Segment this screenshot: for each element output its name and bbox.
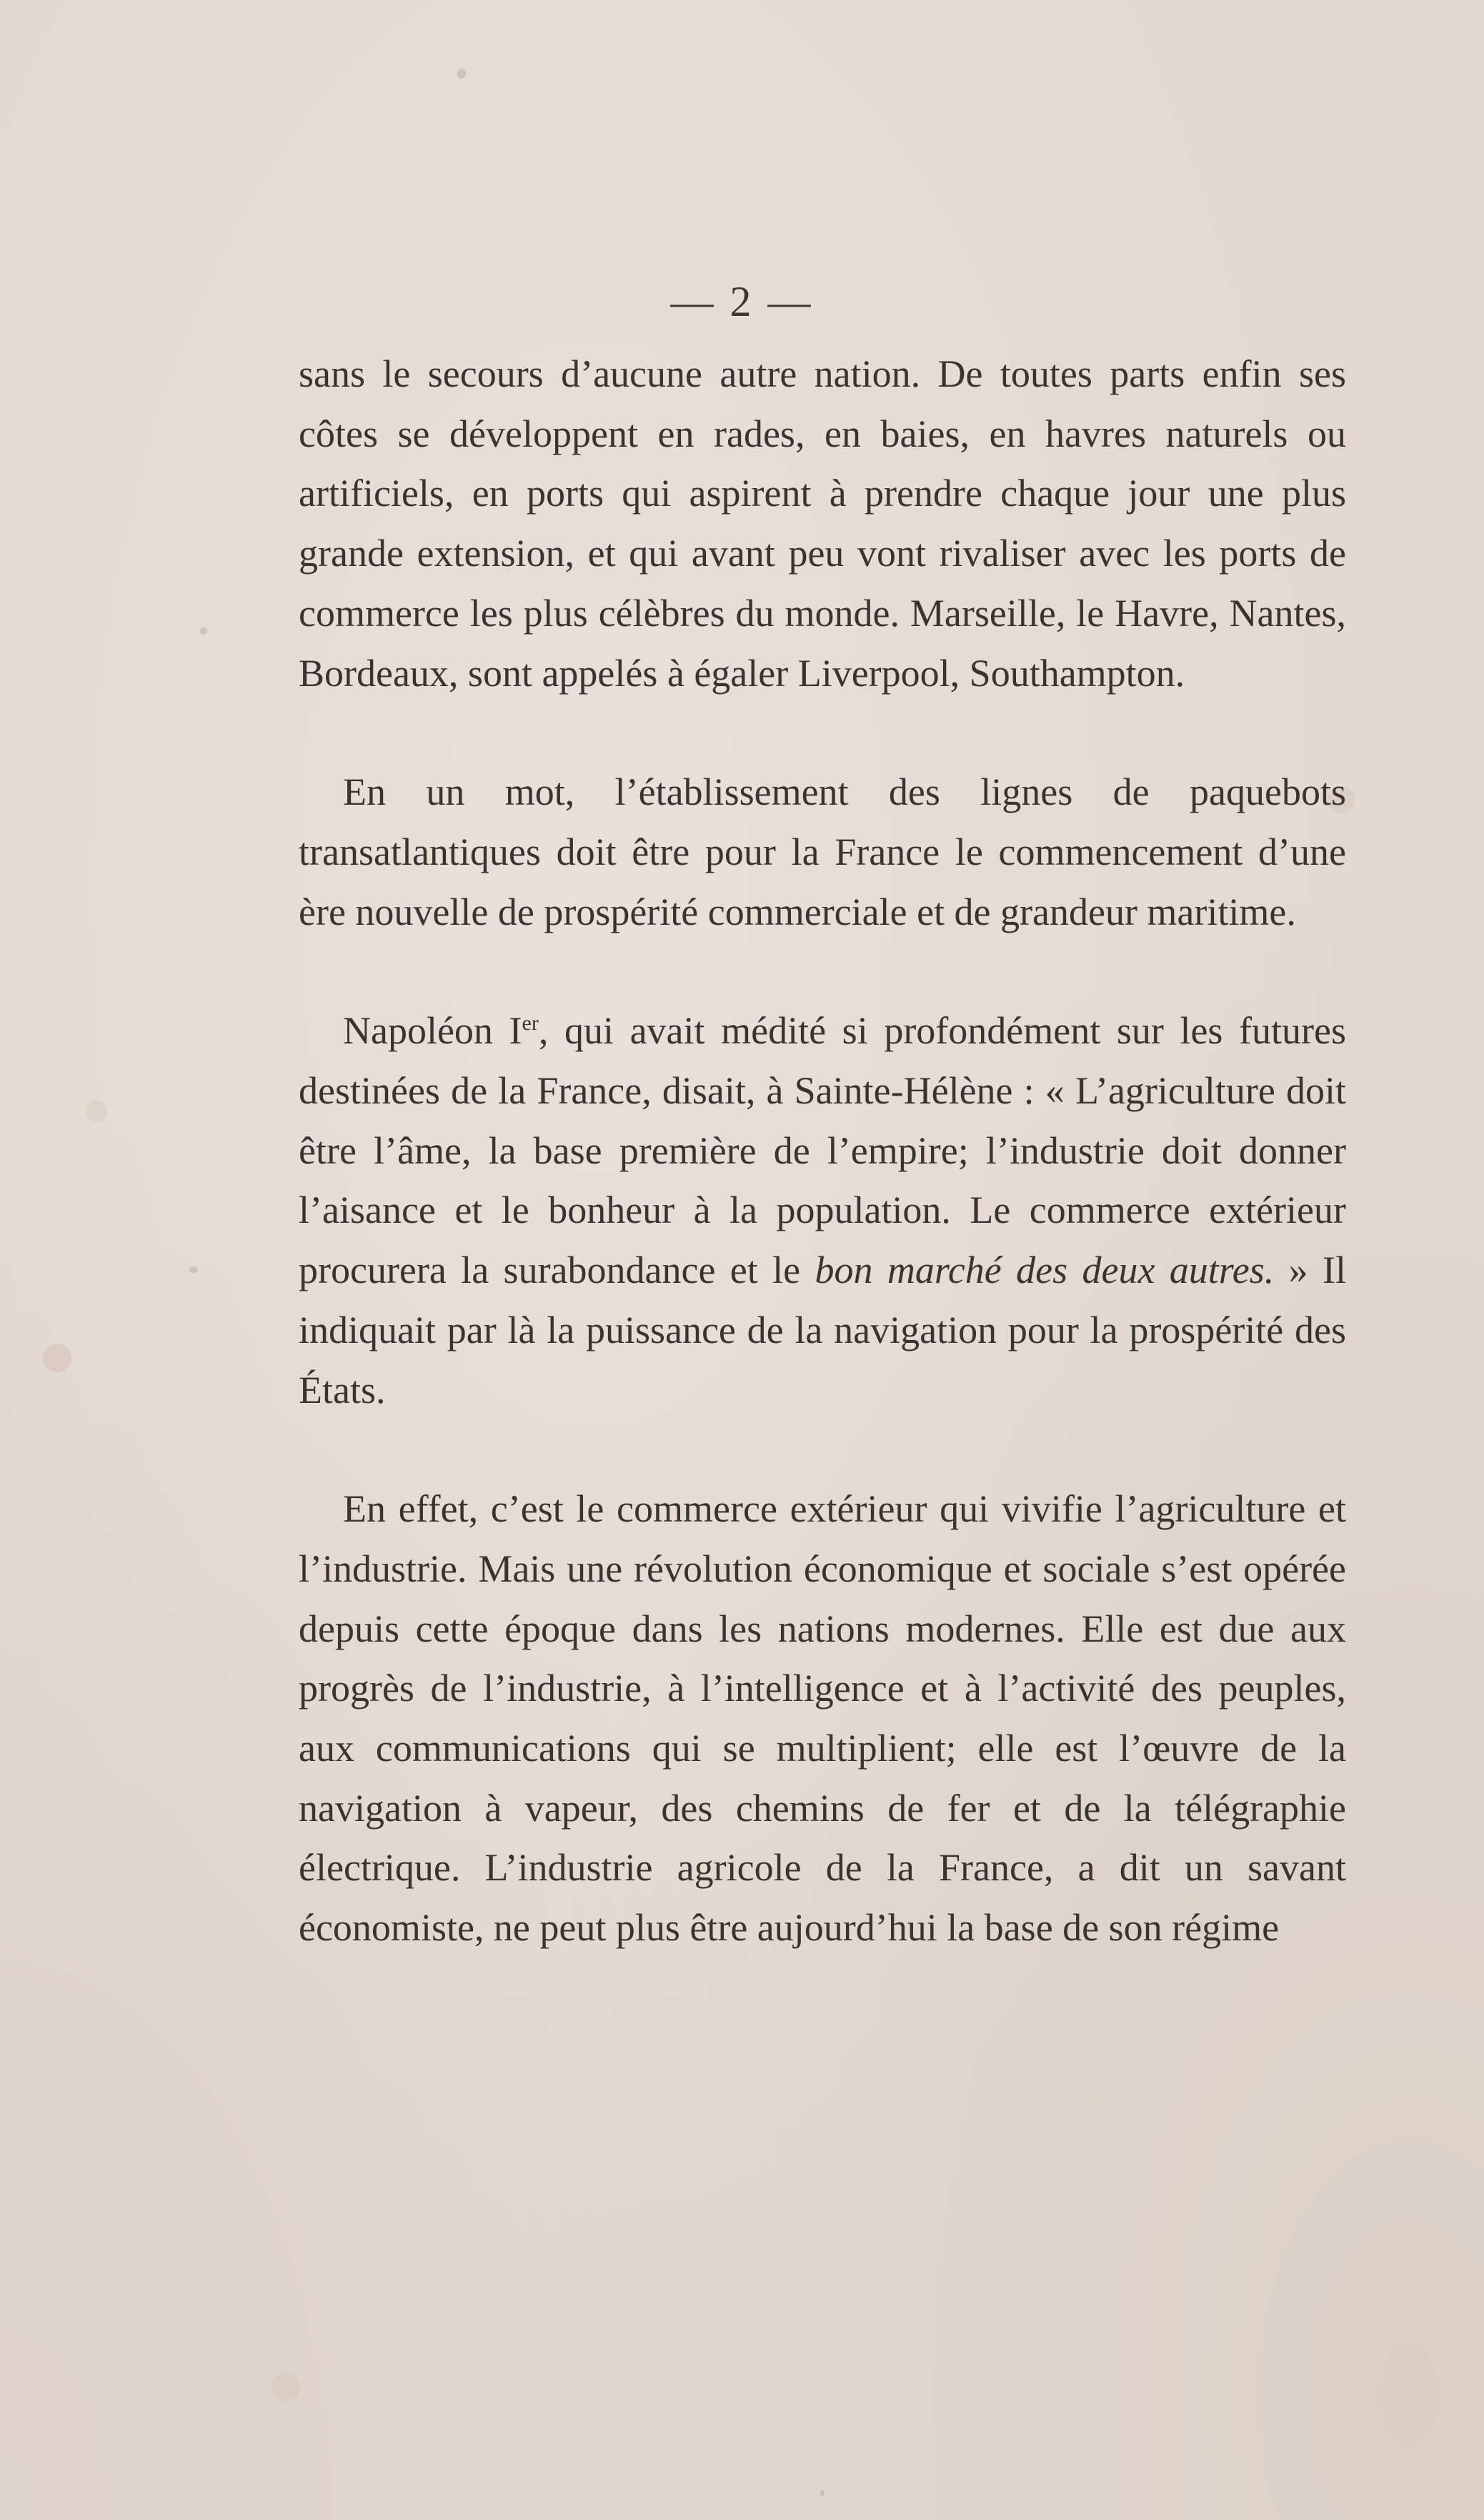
paper-speck (820, 2490, 825, 2496)
body-text (299, 344, 1346, 1958)
paper-speck (200, 627, 207, 635)
paper-speck (43, 1344, 71, 1372)
paragraph-3-quote: , qui avait médité si profondément sur les futures destinées de la France, disait, à Sainte-Hélène : « L’agriculture doit être l’âme, la base première de l’empire; l’industrie doit donner l’aisance et le bonheur à la population. Le commerce extérieur procurera la surabondance et le (299, 1009, 1346, 1292)
paper-speck (457, 69, 466, 79)
paper-speck (86, 1101, 107, 1122)
paragraph-3-start: Napoléon I (343, 1009, 522, 1053)
paragraph-2: En un mot, l’établissement des lignes de paquebots transatlantiques doit être pour la France le commencement d’une ère nouvelle de prospérité commerciale et de grandeur maritime. (299, 770, 1346, 933)
page-number: — 2 — (670, 278, 814, 325)
paragraph-4: En effet, c’est le commerce extérieur qui vivifie l’agriculture et l’industrie. Mais une révolution économique et sociale s’est opérée depuis cette époque dans les nations modernes. Elle est due aux progrès de l’industrie, à l’intelligence et à l’activité des peuples, aux communications qui se multiplient; elle est l’œuvre de la navigation à vapeur, des chemins de fer et de la télégraphie électrique. L’industrie agricole de la France, a dit un savant économiste, ne peut plus être aujourd’hui la base de son régime (299, 1487, 1346, 1950)
paragraph-3-end: » Il indiquait par là la puissance de la navigation pour la prospérité des États. (299, 1249, 1346, 1412)
italic-phrase: bon marché des deux autres. (815, 1249, 1275, 1292)
paper-speck (189, 1266, 198, 1273)
paragraph-3 (299, 1001, 1346, 1420)
paper-speck (272, 2373, 300, 2401)
superscript-er: er (522, 1011, 539, 1036)
paragraph-1: sans le secours d’aucune autre nation. De toutes parts enfin ses côtes se développent en rades, en baies, en havres naturels ou artificiels, en ports qui aspirent à prendre chaque jour une plus grande extension, et qui avant peu vont rivaliser avec les ports de commerce les plus célèbres du monde. Marseille, le Havre, Nantes, Bordeaux, sont appelés à égaler Liverpool, Southampton. (299, 352, 1346, 695)
